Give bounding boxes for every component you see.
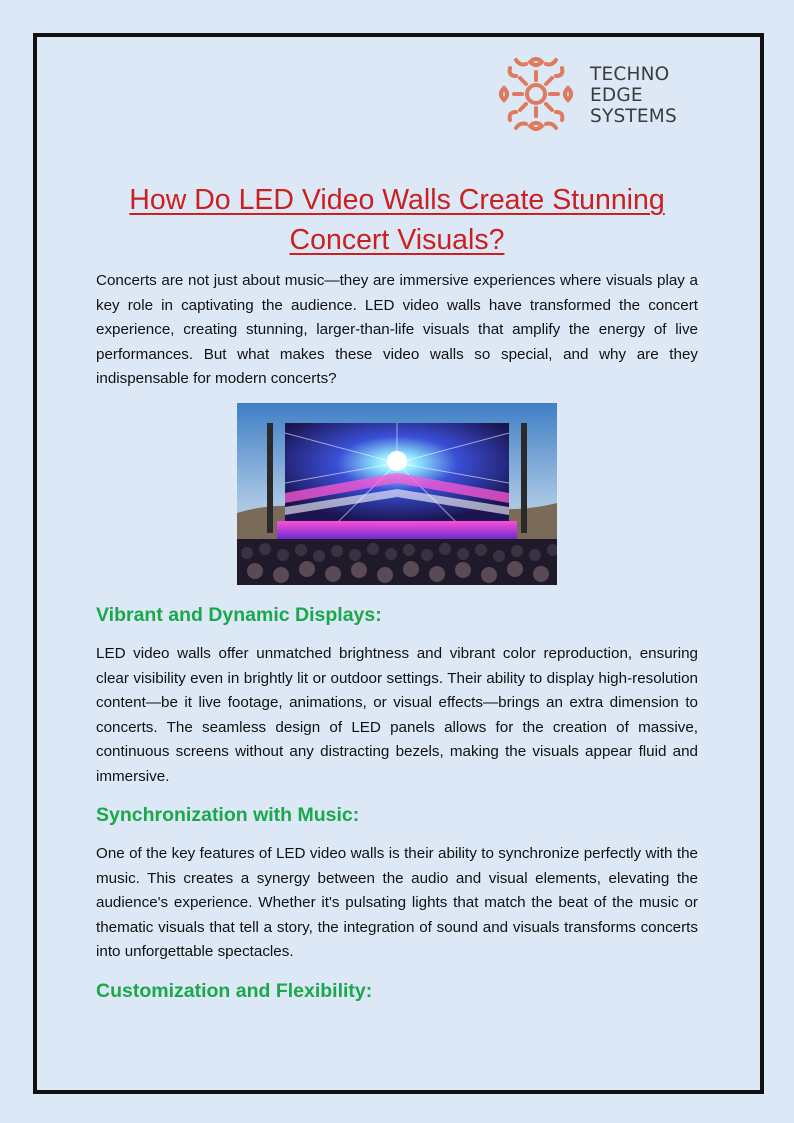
logo-line-systems: SYSTEMS [590, 106, 677, 127]
section-heading-customization: Customization and Flexibility: [96, 980, 373, 1002]
intro-paragraph: Concerts are not just about music—they are immersive experiences where visuals play a key role in captivating the audience. LED video walls have transformed the concert experience, creating stunning, larger-than-life visuals that amplify the energy of live performances. But what makes these video walls so special, and why are they indispensable for modern concerts? [96, 272, 698, 387]
section-body-vibrant: LED video walls offer unmatched brightness and vibrant color reproduction, ensuring clear visibility even in brightly lit or outdoor settings. Their ability to display high-resolution content—be it live footage, animations, or visual effects—brings an extra dimension to concerts. The seamless design of LED panels allows for the creation of massive, continuous screens without any distracting bezels, making the visuals appear fluid and immersive. [96, 645, 698, 785]
logo-line-edge: EDGE [590, 85, 643, 106]
company-logo [494, 52, 694, 136]
logo-line-techno: TECHNO [590, 64, 670, 85]
section-heading-synchronization: Synchronization with Music: [96, 804, 360, 826]
starburst-logo-icon [494, 52, 578, 136]
section-body-synchronization: One of the key features of LED video walls is their ability to synchronize perfectly with the music. This creates a synergy between the audio and visual elements, elevating the audience's experience. Whether it's pulsating lights that match the beat of the music or thematic visuals that tell a story, the integration of sound and visuals transforms concerts into unforgettable spectacles. [96, 845, 698, 960]
section-heading-vibrant: Vibrant and Dynamic Displays: [96, 604, 382, 626]
title-line-1: How Do LED Video Walls Create Stunning [129, 184, 665, 216]
logo-wordmark [590, 64, 677, 127]
concert-stage-led-wall-image [237, 403, 557, 585]
title-line-2: Concert Visuals? [289, 224, 505, 256]
page-title [96, 180, 698, 260]
